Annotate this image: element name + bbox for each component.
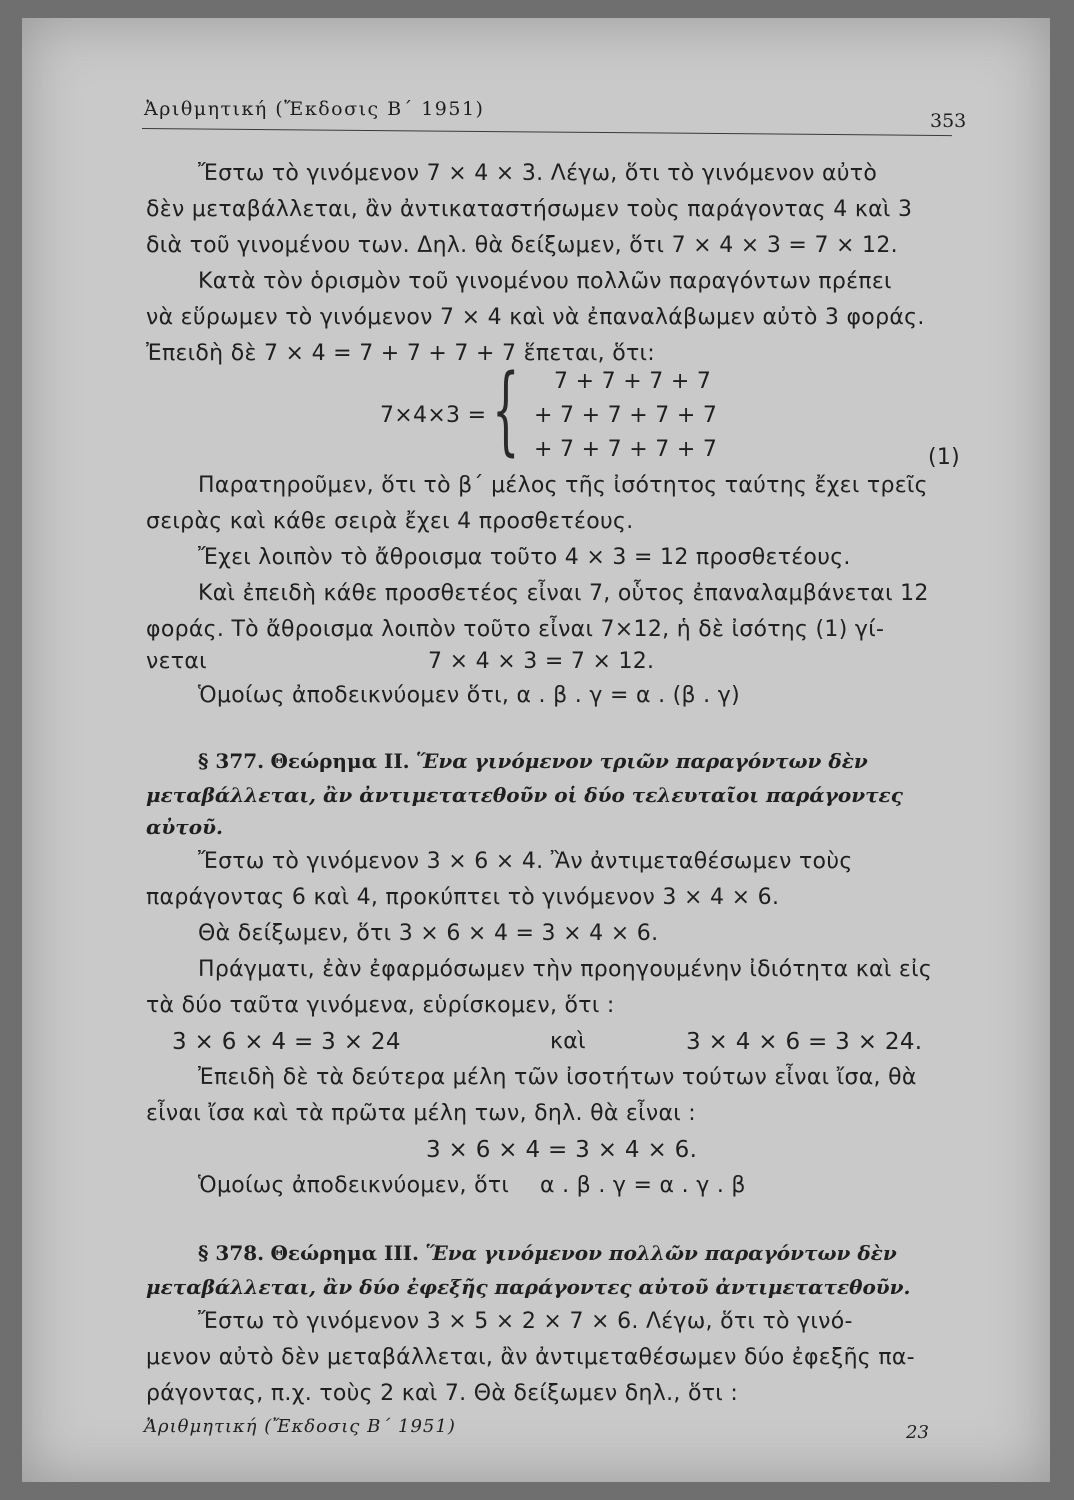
section-number: § 377. [198, 749, 265, 773]
theorem-name: Θεώρημα III. [270, 1241, 419, 1265]
text-line: Καὶ ἐπειδὴ κάθε προσθετέος εἶναι 7, οὗτος ἐπαναλαμβάνεται 12 [198, 581, 929, 606]
text-line: τὰ δύο ταῦτα γινόμενα, εὑρίσκομεν, ὅτι : [146, 993, 615, 1018]
equation-left: 3 × 6 × 4 = 3 × 24 [172, 1029, 401, 1055]
text-line: παράγοντας 6 καὶ 4, προκύπτει τὸ γινόμενον 3 × 4 × 6. [146, 885, 780, 910]
text-line: Ἔστω τὸ γινόμενον 7 × 4 × 3. Λέγω, ὅτι τὸ γινόμενον αὐτὸ [198, 161, 878, 186]
text-line: Ἐπειδὴ δὲ τὰ δεύτερα μέλη τῶν ἰσοτήτων τούτων εἶναι ἴσα, θὰ [198, 1065, 917, 1090]
equation-row: + 7 + 7 + 7 + 7 [534, 403, 718, 428]
equation-right: 3 × 4 × 6 = 3 × 24. [686, 1029, 923, 1055]
text-line: Θὰ δείξωμεν, ὅτι 3 × 6 × 4 = 3 × 4 × 6. [198, 921, 659, 946]
text-line: Ἐπειδὴ δὲ 7 × 4 = 7 + 7 + 7 + 7 ἕπεται, ὅτι: [146, 341, 656, 366]
text-line: φοράς. Τὸ ἄθροισμα λοιπὸν τοῦτο εἶναι 7×12, ἡ δὲ ἰσότης (1) γί- [146, 617, 885, 642]
text-line: μενον αὐτὸ δὲν μεταβάλλεται, ἂν ἀντιμεταθέσωμεν δύο ἐφεξῆς πα- [146, 1345, 915, 1370]
equation-connector: καὶ [550, 1029, 586, 1054]
text-line: εἶναι ἴσα καὶ τὰ πρῶτα μέλη των, δηλ. θὰ εἶναι : [146, 1101, 696, 1126]
sheet-number: 23 [906, 1422, 929, 1443]
equation-label: (1) [928, 445, 961, 470]
brace-icon: { [492, 354, 520, 466]
equation-centered: 3 × 6 × 4 = 3 × 4 × 6. [426, 1137, 698, 1163]
text-line: Ἔστω τὸ γινόμενον 3 × 6 × 4. Ἂν ἀντιμεταθέσωμεν τοὺς [198, 849, 853, 874]
text-line: Ἔχει λοιπὸν τὸ ἄθροισμα τοῦτο 4 × 3 = 12 προσθετέους. [198, 545, 851, 570]
equation-row: 7 + 7 + 7 + 7 [554, 369, 712, 394]
theorem-text: Ἕνα γινόμενον πολλῶν παραγόντων δὲν [425, 1241, 897, 1265]
text-line: Κατὰ τὸν ὁρισμὸν τοῦ γινομένου πολλῶν παραγόντων πρέπει [198, 269, 892, 294]
text-line: ράγοντας, π.χ. τοὺς 2 καὶ 7. Θὰ δείξωμεν δηλ., ὅτι : [146, 1381, 739, 1406]
text-line: νεται [146, 649, 207, 674]
page-number: 353 [930, 110, 967, 132]
text-line: Ἔστω τὸ γινόμενον 3 × 5 × 2 × 7 × 6. Λέγω, ὅτι τὸ γινό- [198, 1309, 853, 1334]
text-line: Ὁμοίως ἀποδεικνύομεν, ὅτι [198, 1173, 510, 1198]
theorem-name: Θεώρημα II. [270, 749, 410, 773]
equation-inline: α . β . γ = α . γ . β [540, 1173, 746, 1198]
equation-centered: 7 × 4 × 3 = 7 × 12. [428, 649, 655, 674]
theorem-statement-line: μεταβάλλεται, ἂν δύο ἐφεξῆς παράγοντες αὐτοῦ ἀντιμετατεθοῦν. [146, 1275, 911, 1299]
text-line: Παρατηροῦμεν, ὅτι τὸ β΄ μέλος τῆς ἰσότητος ταύτης ἔχει τρεῖς [198, 473, 928, 498]
text-line: δὲν μεταβάλλεται, ἂν ἀντικαταστήσωμεν τοὺς παράγοντας 4 καὶ 3 [146, 197, 913, 222]
text-line: σειρὰς καὶ κάθε σειρὰ ἔχει 4 προσθετέους. [146, 509, 634, 534]
running-title: Ἀριθμητική (Ἔκδοσις Β΄ 1951) [144, 98, 485, 120]
page-text [22, 18, 1050, 1482]
theorem-statement [198, 1240, 897, 1266]
theorem-statement-line: μεταβάλλεται, ἂν ἀντιμετατεθοῦν οἱ δύο τελευταῖοι παράγοντες [146, 783, 903, 807]
text-line: Πράγματι, ἐὰν ἐφαρμόσωμεν τὴν προηγουμένην ἰδιότητα καὶ εἰς [198, 957, 933, 982]
theorem-statement [198, 748, 868, 774]
text-line: διὰ τοῦ γινομένου των. Δηλ. θὰ δείξωμεν, ὅτι 7 × 4 × 3 = 7 × 12. [146, 233, 898, 258]
equation-lhs: 7×4×3 = [380, 403, 487, 428]
theorem-statement-line: αὐτοῦ. [146, 815, 223, 839]
book-page [22, 18, 1050, 1482]
header-rule [142, 128, 952, 136]
equation-row: + 7 + 7 + 7 + 7 [534, 437, 718, 462]
text-line: Ὁμοίως ἀποδεικνύομεν ὅτι, α . β . γ = α . (β . γ) [198, 683, 740, 708]
text-line: νὰ εὕρωμεν τὸ γινόμενον 7 × 4 καὶ νὰ ἐπαναλάβωμεν αὐτὸ 3 φοράς. [146, 305, 925, 330]
theorem-text: Ἕνα γινόμενον τριῶν παραγόντων δὲν [416, 749, 868, 773]
section-number: § 378. [198, 1241, 265, 1265]
footer-signature: Ἀριθμητική (Ἔκδοσις Β΄ 1951) [144, 1416, 456, 1437]
